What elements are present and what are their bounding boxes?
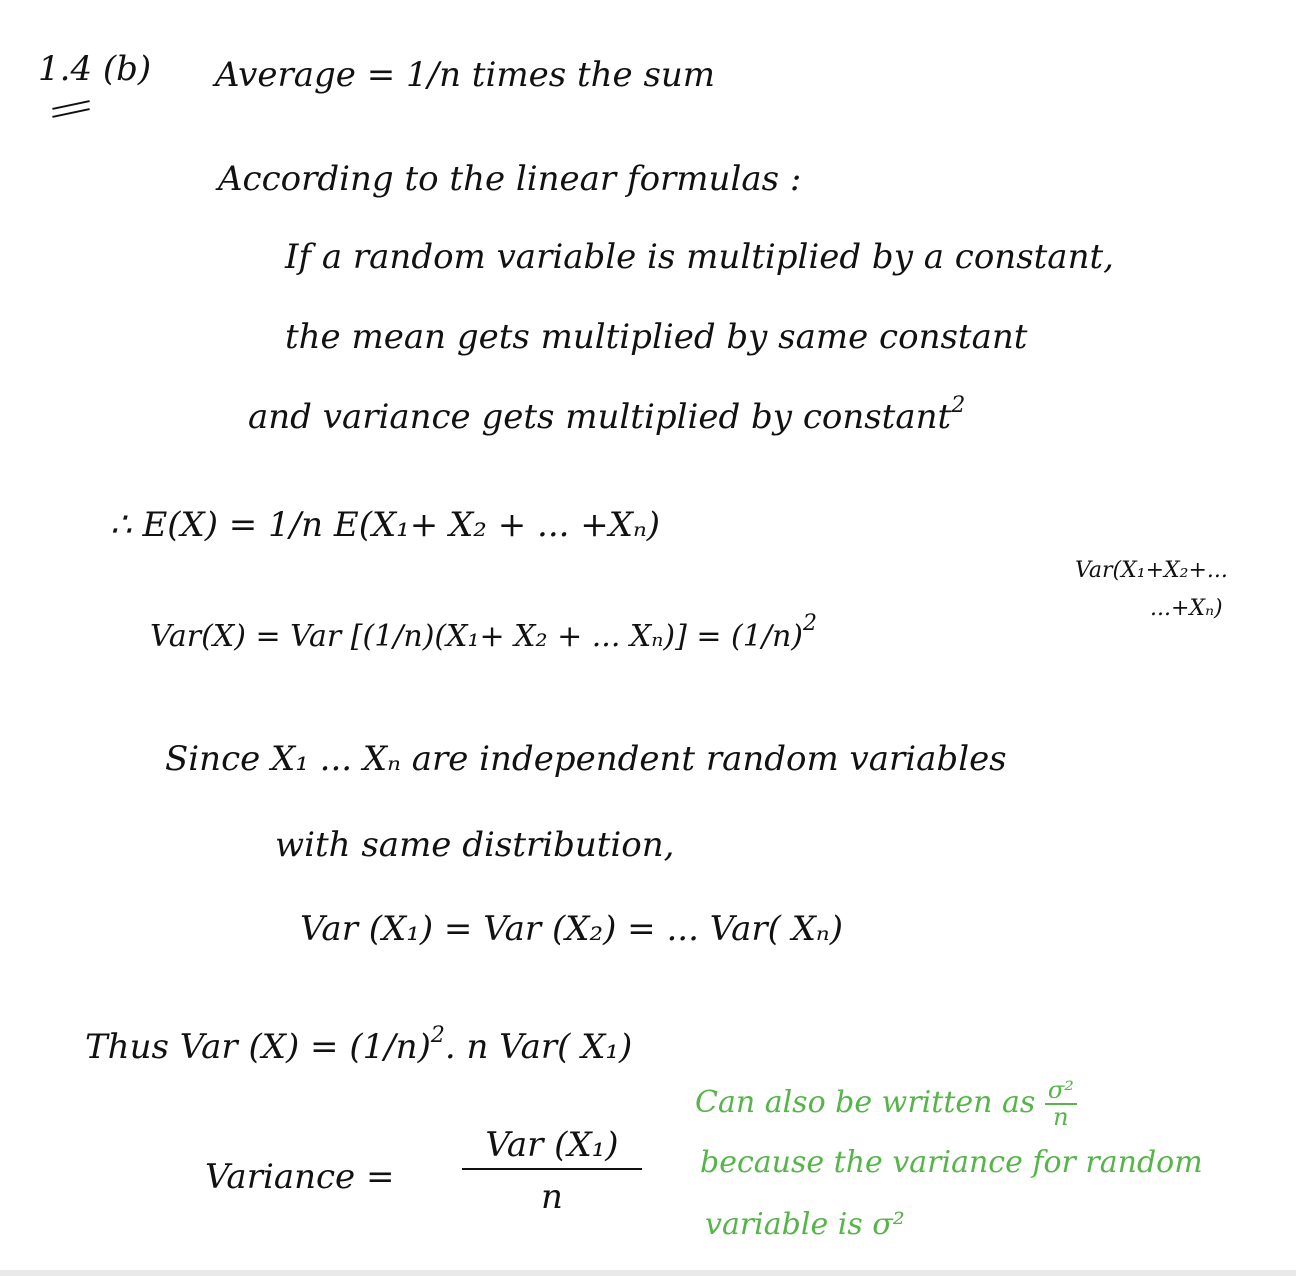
rule-line-1: If a random variable is multiplied by a constant,	[285, 237, 1114, 277]
bottom-edge-strip	[0, 1270, 1296, 1276]
thus-rest: . n Var( X₁)	[444, 1027, 633, 1067]
average-line: Average = 1/n times the sum	[215, 55, 716, 95]
variance-expansion-text: Var(X) = Var [(1/n)(X₁+ X₂ + ... Xₙ)] = (1/n)	[150, 619, 803, 654]
rule-line-3-text: and variance gets multiplied by constant	[248, 397, 952, 437]
label-underline-2	[52, 108, 90, 118]
according-line: According to the linear formulas :	[218, 159, 802, 199]
note-sigma-fraction	[1045, 1078, 1077, 1130]
variance-numerator: Var (X₁)	[462, 1128, 642, 1170]
variance-sum-bottom: ...+Xₙ)	[1150, 596, 1223, 621]
note-line-2: because the variance for random	[700, 1145, 1203, 1180]
rule-line-2: the mean gets multiplied by same constant	[285, 317, 1028, 357]
note-sigma-denominator: n	[1053, 1103, 1069, 1132]
since-line-2: with same distribution,	[275, 825, 675, 865]
since-line-1: Since X₁ ... Xₙ are independent random variables	[165, 739, 1007, 779]
thus-text: Thus Var (X) = (1/n)	[85, 1027, 431, 1067]
rule-line-3-exponent: 2	[951, 393, 966, 418]
problem-label: 1.4 (b)	[38, 49, 152, 89]
thus-line	[85, 1023, 633, 1067]
rule-line-3	[248, 393, 966, 437]
note-line-1-text: Can also be written as	[695, 1085, 1036, 1121]
expectation-line: ∴ E(X) = 1/n E(X₁+ X₂ + ... +Xₙ)	[110, 505, 661, 545]
note-line-3: variable is σ²	[705, 1207, 905, 1242]
variance-sum-top: Var(X₁+X₂+...	[1075, 558, 1228, 583]
note-sigma-numerator: σ²	[1045, 1078, 1077, 1105]
equal-variances-line: Var (X₁) = Var (X₂) = ... Var( Xₙ)	[300, 909, 843, 949]
variance-denominator: n	[541, 1177, 563, 1217]
variance-label: Variance =	[205, 1157, 395, 1197]
variance-fraction	[462, 1125, 642, 1217]
note-line-1	[695, 1078, 1077, 1130]
variance-expansion-line	[150, 611, 817, 654]
thus-exponent: 2	[430, 1023, 445, 1048]
variance-expansion-exponent: 2	[802, 611, 817, 636]
